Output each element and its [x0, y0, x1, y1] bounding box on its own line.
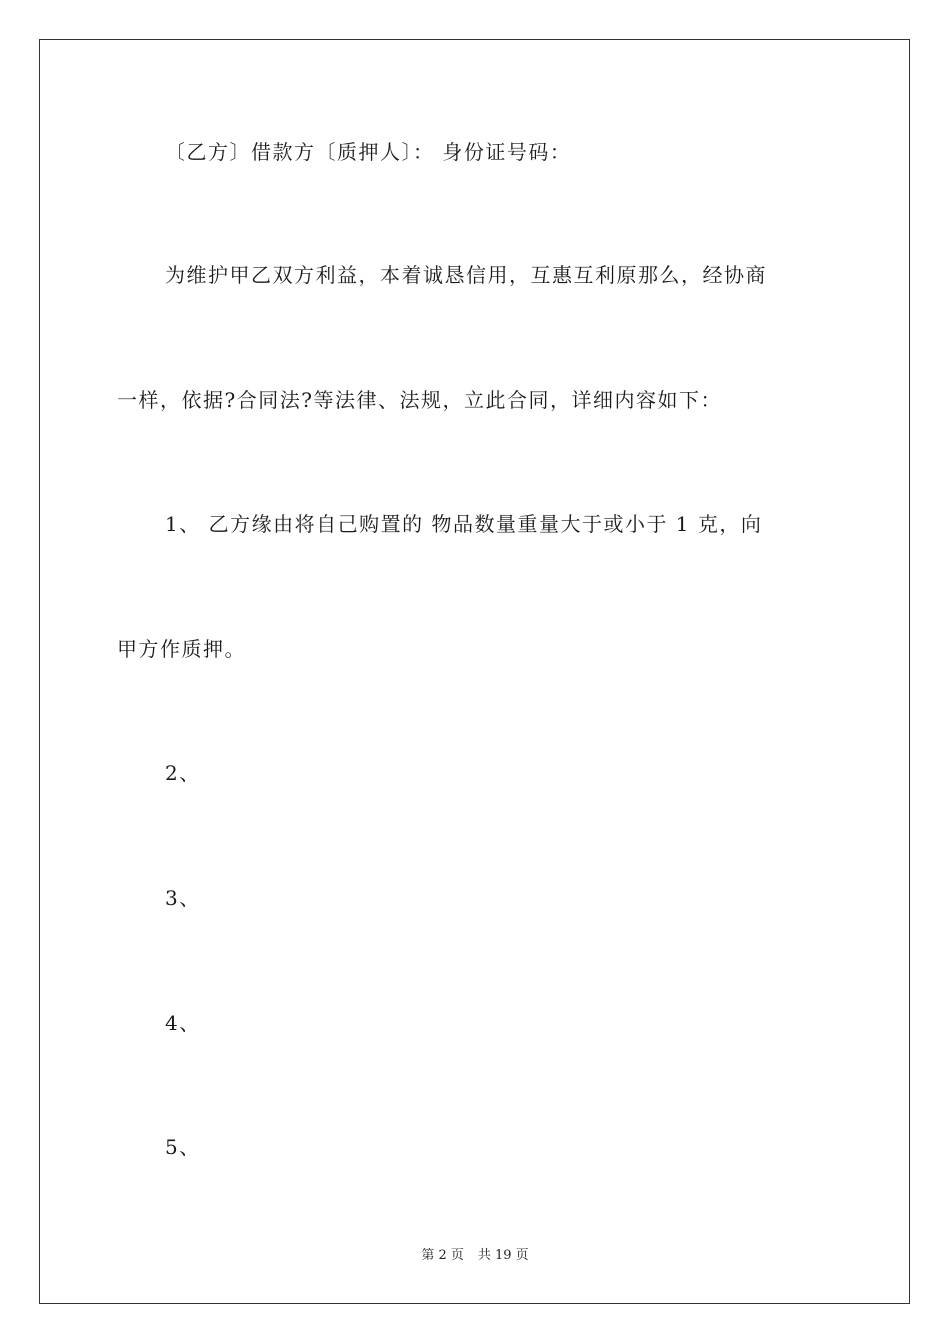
clause-5: 5、 [165, 1135, 201, 1159]
clause-1-line-1: 1、 乙方缘由将自己购置的 物品数量重量大于或小于 1 克，向 [165, 512, 763, 536]
party-b-line: 〔乙方〕借款方〔质押人〕： 身份证号码： [165, 140, 572, 164]
clause-4: 4、 [165, 1011, 201, 1035]
page-frame [39, 39, 910, 1304]
total-pages: 共 19 页 [477, 1248, 529, 1263]
clause-2: 2、 [165, 761, 201, 785]
page-number: 第 2 页 [421, 1248, 464, 1263]
clause-1-line-2: 甲方作质押。 [117, 637, 246, 661]
page-footer [0, 1247, 950, 1265]
preamble-line-2: 一样，依据?合同法?等法律、法规，立此合同，详细内容如下： [117, 388, 722, 412]
preamble-line-1: 为维护甲乙双方利益，本着诚恳信用，互惠互利原那么，经协商 [165, 263, 767, 287]
clause-3: 3、 [165, 886, 201, 910]
